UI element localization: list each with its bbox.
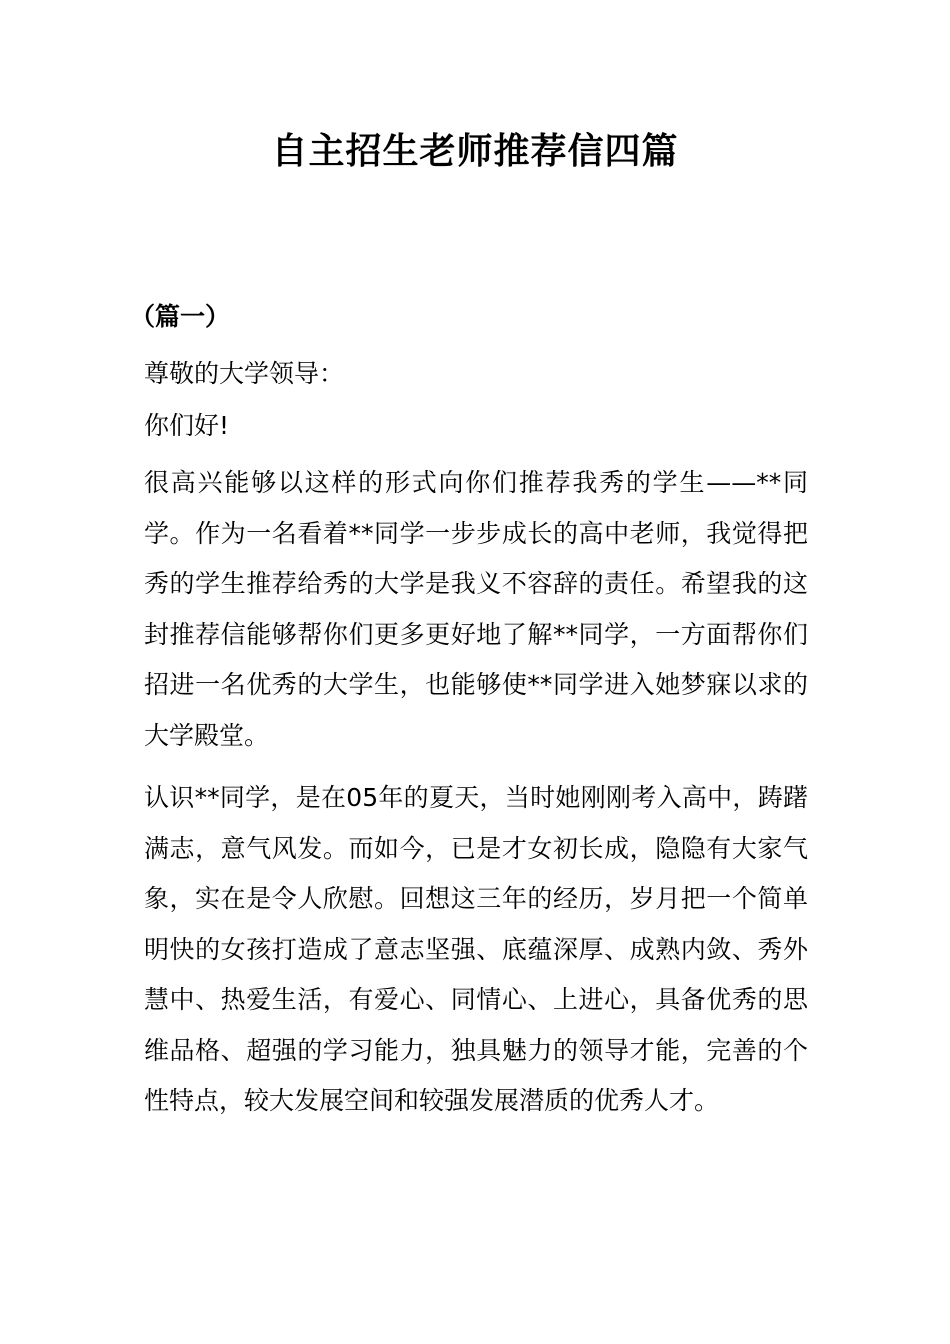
greeting: 你们好! bbox=[144, 411, 230, 440]
document-body bbox=[130, 294, 808, 1139]
paragraph-1: 很高兴能够以这样的形式向你们推荐我秀的学生——**同学。作为一名看着**同学一步步成长的高中老师，我觉得把秀的学生推荐给秀的大学是我义不容辞的责任。希望我的这封推荐信能够帮你们更多更好地了解**同学，一方面帮你们招进一名优秀的大学生，也能够使**同学进入她梦寐以求的大学殿堂。 bbox=[144, 468, 808, 750]
paragraph-2: 认识**同学，是在05年的夏天，当时她刚刚考入高中，踌躇满志，意气风发。而如今，已是才女初长成，隐隐有大家气象，实在是令人欣慰。回想这三年的经历，岁月把一个简单明快的女孩打造成了意志坚强、底蕴深厚、成熟内敛、秀外慧中、热爱生活，有爱心、同情心、上进心，具备优秀的思维品格、超强的学习能力，独具魅力的领导才能，完善的个性特点，较大发展空间和较强发展潜质的优秀人才。 bbox=[144, 783, 808, 1115]
document-title: 自主招生老师推荐信四篇 bbox=[271, 131, 679, 172]
salutation: 尊敬的大学领导： bbox=[144, 359, 345, 388]
section-heading: （篇一） bbox=[130, 302, 231, 331]
